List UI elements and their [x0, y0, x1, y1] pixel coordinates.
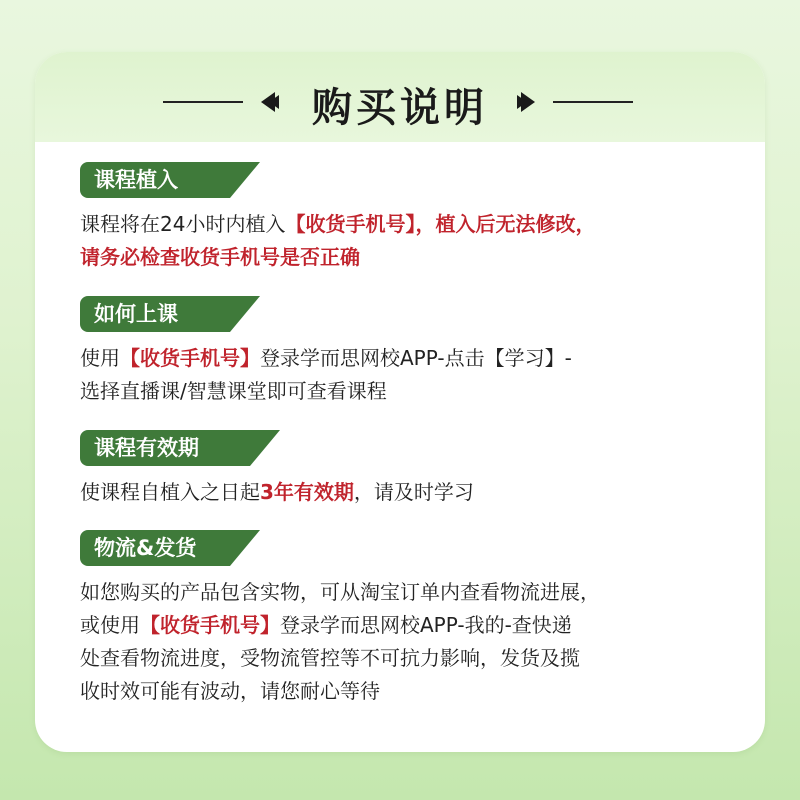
text: 处查看物流进度，受物流管控等不可抗力影响，发货及揽 [80, 646, 580, 670]
text: 使用 [80, 346, 120, 370]
section-shipping [80, 530, 730, 708]
section-tag: 如何上课 [80, 296, 230, 332]
card-header [35, 52, 765, 142]
text: 登录学而思网校APP-点击【学习】- [260, 346, 572, 370]
page-title: 购买说明 [312, 85, 488, 131]
text: ，请及时学习 [353, 480, 474, 504]
section-tag: 课程植入 [80, 162, 230, 198]
text: 使课程自植入之日起 [80, 480, 260, 504]
text: 如您购买的产品包含实物，可从淘宝订单内查看物流进展， [80, 580, 600, 604]
text: 登录学而思网校APP-我的-查快递 [280, 613, 572, 637]
title-line-right [553, 101, 633, 103]
section-body [80, 342, 730, 408]
highlight-text: 【收货手机号】，植入后无法修改， [285, 212, 596, 236]
info-card [35, 52, 765, 752]
highlight-text: 3年有效期 [260, 480, 354, 504]
section-tag: 课程有效期 [80, 430, 250, 466]
text: 选择直播课/智慧课堂即可查看课程 [80, 379, 387, 403]
title-row [35, 70, 765, 130]
highlight-text: 请务必检查收货手机号是否正确 [80, 245, 360, 269]
section-body [80, 576, 730, 708]
triangle-right-icon [515, 90, 539, 114]
highlight-text: 【收货手机号】 [140, 613, 280, 637]
section-validity [80, 430, 730, 509]
section-body [80, 208, 730, 274]
text: 课程将在24小时内植入 [80, 212, 286, 236]
section-tag: 物流&发货 [80, 530, 230, 566]
highlight-text: 【收货手机号】 [120, 346, 260, 370]
section-course-import [80, 162, 730, 274]
text: 收时效可能有波动，请您耐心等待 [80, 679, 380, 703]
section-body [80, 476, 730, 509]
text: 或使用 [80, 613, 140, 637]
section-how-to-attend [80, 296, 730, 408]
